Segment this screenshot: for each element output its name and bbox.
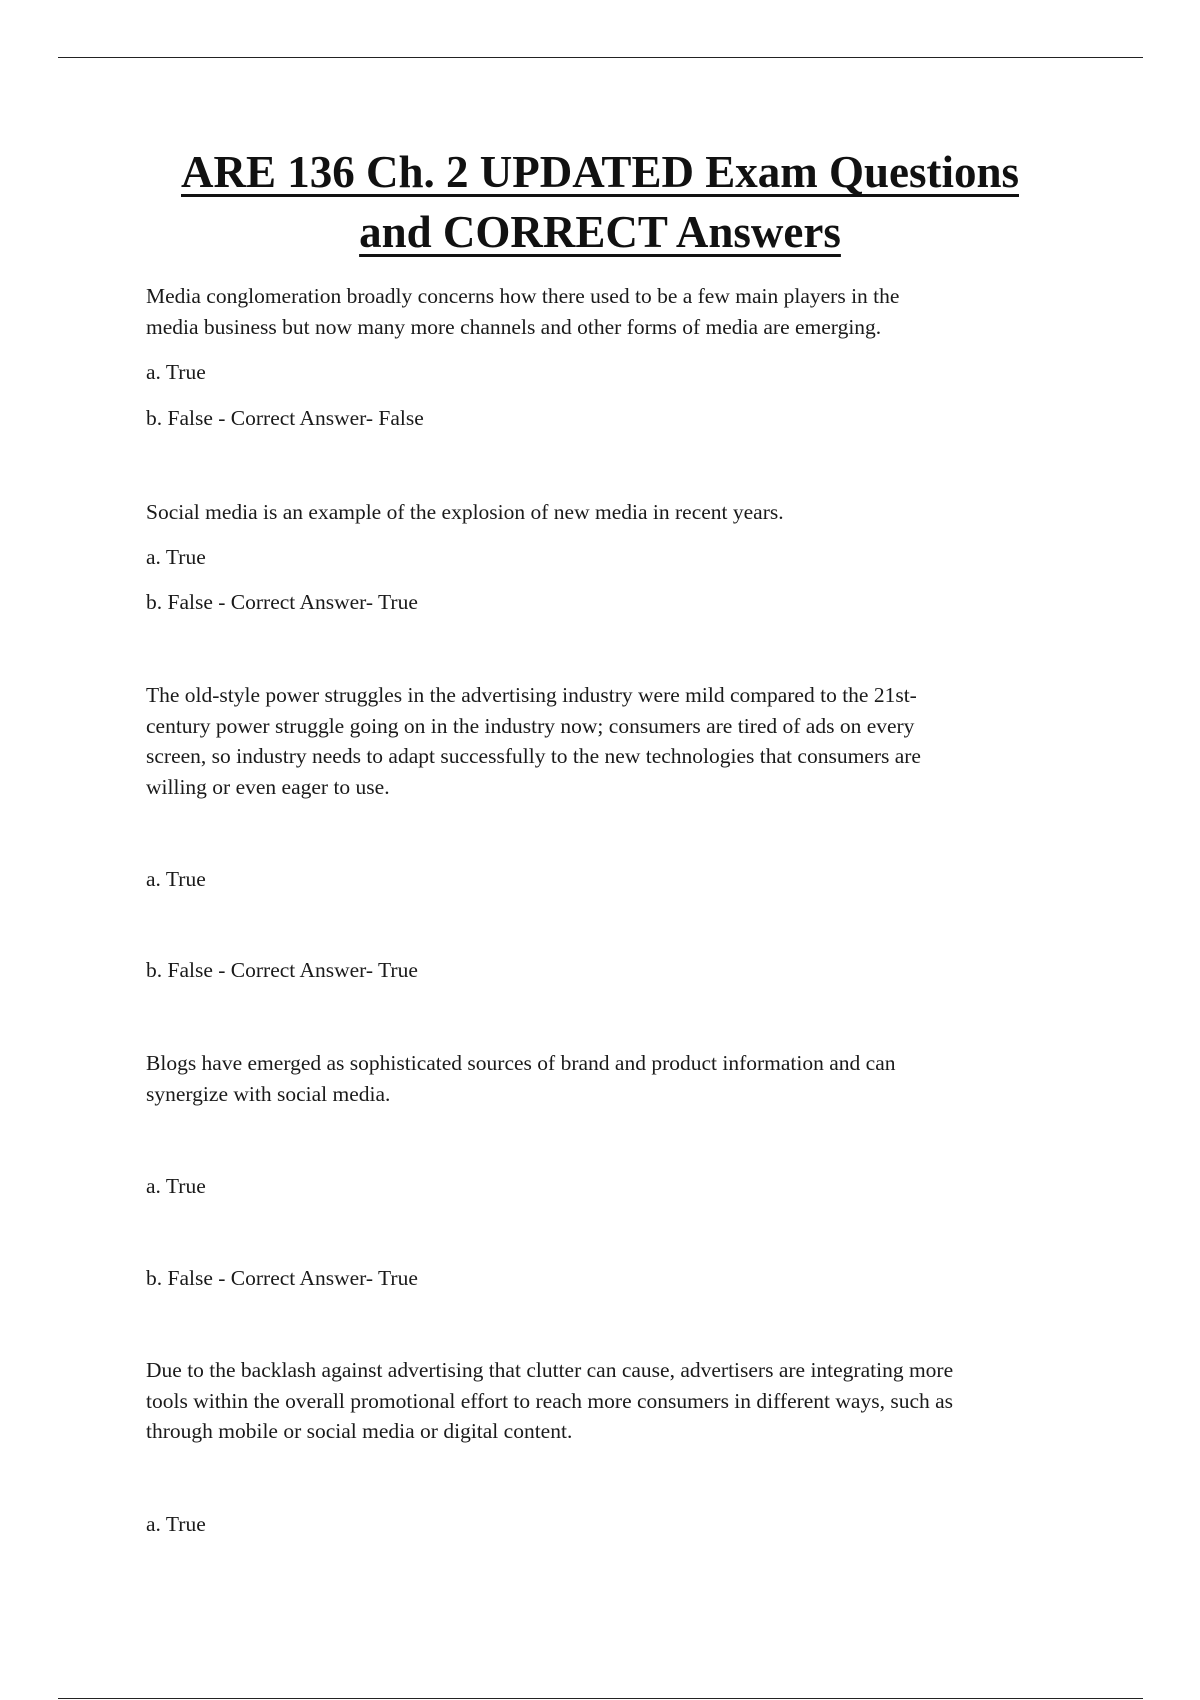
title-line-2: and CORRECT Answers [359, 207, 841, 257]
question-4-option-a: a. True [146, 1174, 206, 1198]
footer-rule [58, 1698, 1143, 1699]
question-5-line-1: Due to the backlash against advertising that clutter can cause, advertisers are integrating more [146, 1358, 954, 1382]
question-3-line-4: willing or even eager to use. [146, 774, 390, 799]
question-1-option-b: b. False - Correct Answer- False [146, 406, 424, 430]
question-4-option-b: b. False - Correct Answer- True [146, 1266, 418, 1290]
document-title [100, 142, 1100, 262]
question-3-line-1: The old-style power struggles in the advertising industry were mild compared to the 21st- [146, 683, 917, 707]
question-2-option-b: b. False - Correct Answer- True [146, 590, 418, 614]
question-5-option-a: a. True [146, 1512, 206, 1536]
header-rule [58, 57, 1143, 58]
title-line-1: ARE 136 Ch. 2 UPDATED Exam Questions [181, 147, 1019, 197]
question-1-option-a: a. True [146, 360, 206, 384]
question-3-option-a: a. True [146, 867, 206, 891]
question-5-line-3: through mobile or social media or digital content. [146, 1419, 573, 1443]
question-2-text: Social media is an example of the explosion of new media in recent years. [146, 500, 784, 524]
question-4-line-1: Blogs have emerged as sophisticated sources of brand and product information and can [146, 1051, 896, 1075]
question-3-line-3: screen, so industry needs to adapt successfully to the new technologies that consumers are [146, 744, 921, 768]
question-1-text [146, 281, 1066, 342]
question-5-text [146, 1355, 1066, 1447]
question-1-line-2: media business but now many more channels and other forms of media are emerging. [146, 314, 882, 339]
question-4-text [146, 1048, 1066, 1109]
question-3-line-2: century power struggle going on in the industry now; consumers are tired of ads on every [146, 713, 915, 738]
question-3-option-b: b. False - Correct Answer- True [146, 958, 418, 982]
question-3-text [146, 680, 1066, 802]
question-5-line-2: tools within the overall promotional effort to reach more consumers in different ways, such as [146, 1388, 954, 1413]
question-2-option-a: a. True [146, 545, 206, 569]
question-4-line-2: synergize with social media. [146, 1081, 391, 1106]
question-1-line-1: Media conglomeration broadly concerns how there used to be a few main players in the [146, 284, 900, 308]
